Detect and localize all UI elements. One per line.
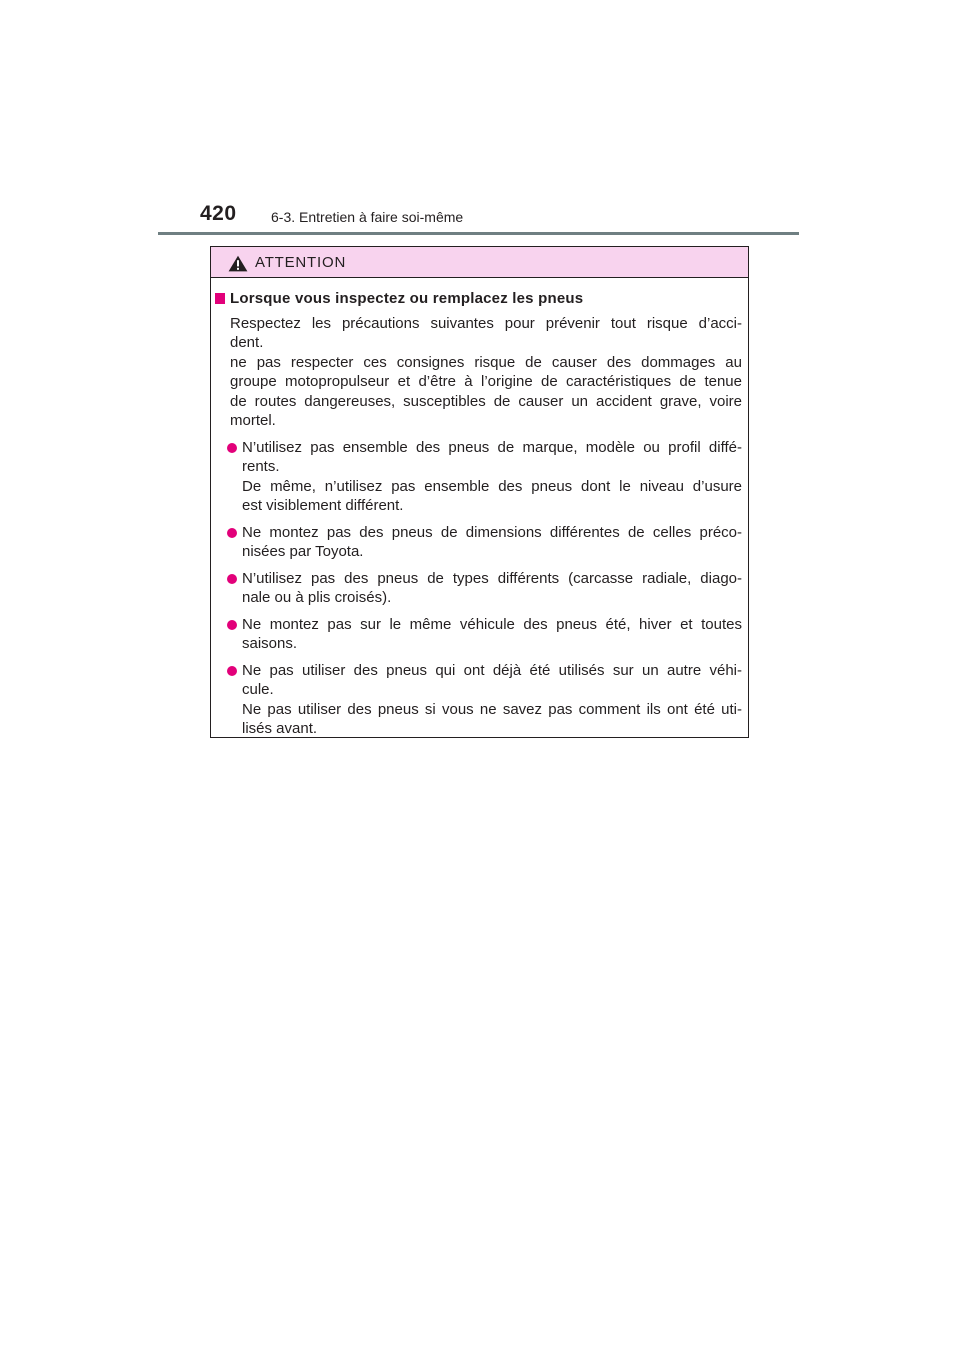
section-title: 6-3. Entretien à faire soi-même — [271, 209, 464, 225]
page-header — [158, 196, 799, 236]
warning-subheading — [211, 289, 748, 309]
round-bullet-icon — [227, 620, 237, 630]
round-bullet-icon — [227, 666, 237, 676]
bullet-line: est visiblement différent. — [242, 497, 404, 514]
intro-line: ne pas respecter ces consignes risque de causer des dommages au — [230, 353, 742, 371]
warning-title: ATTENTION — [255, 254, 347, 271]
round-bullet-icon — [227, 443, 237, 453]
bullet-line: N’utilisez pas ensemble des pneus de marque, modèle ou profil diffé- — [242, 438, 742, 456]
bullet-item — [211, 438, 742, 516]
square-bullet-icon — [215, 293, 225, 304]
intro-line: de routes dangereuses, susceptibles de causer un accident grave, voire — [230, 392, 742, 410]
bullet-line: rents. — [242, 458, 280, 475]
bullet-line: lisés avant. — [242, 720, 318, 737]
warning-triangle-icon — [228, 255, 248, 272]
warning-subheading-text: Lorsque vous inspectez ou remplacez les pneus — [230, 290, 584, 307]
warning-body — [211, 289, 748, 739]
warning-box — [210, 246, 749, 738]
bullet-line: N’utilisez pas des pneus de types différents (carcasse radiale, diago- — [242, 569, 742, 587]
bullet-line: nale ou à plis croisés). — [242, 589, 392, 606]
bullet-item — [211, 661, 742, 739]
bullet-item — [211, 569, 742, 608]
bullet-line: De même, n’utilisez pas ensemble des pneus dont le niveau d’usure — [242, 477, 742, 495]
page-number: 420 — [200, 202, 237, 225]
header-rule — [158, 232, 799, 235]
bullet-line: Ne montez pas sur le même véhicule des pneus été, hiver et toutes — [242, 615, 742, 633]
intro-line: dent. — [230, 334, 264, 351]
intro-line: mortel. — [230, 412, 276, 429]
bullet-item — [211, 523, 742, 562]
warning-intro — [211, 314, 742, 431]
bullet-line: saisons. — [242, 635, 298, 652]
bullet-line: cule. — [242, 681, 274, 698]
bullet-line: Ne pas utiliser des pneus qui ont déjà été utilisés sur un autre véhi- — [242, 661, 742, 679]
round-bullet-icon — [227, 574, 237, 584]
intro-line: Respectez les précautions suivantes pour prévenir tout risque d’acci- — [230, 314, 742, 332]
intro-line: groupe motopropulseur et d’être à l’origine de caractéristiques de tenue — [230, 373, 742, 390]
bullet-line: nisées par Toyota. — [242, 543, 364, 560]
bullet-item — [211, 615, 742, 654]
bullet-line: Ne montez pas des pneus de dimensions différentes de celles préco- — [242, 523, 742, 541]
warning-header — [211, 247, 748, 278]
bullet-line: Ne pas utiliser des pneus si vous ne savez pas comment ils ont été uti- — [242, 700, 742, 718]
round-bullet-icon — [227, 528, 237, 538]
